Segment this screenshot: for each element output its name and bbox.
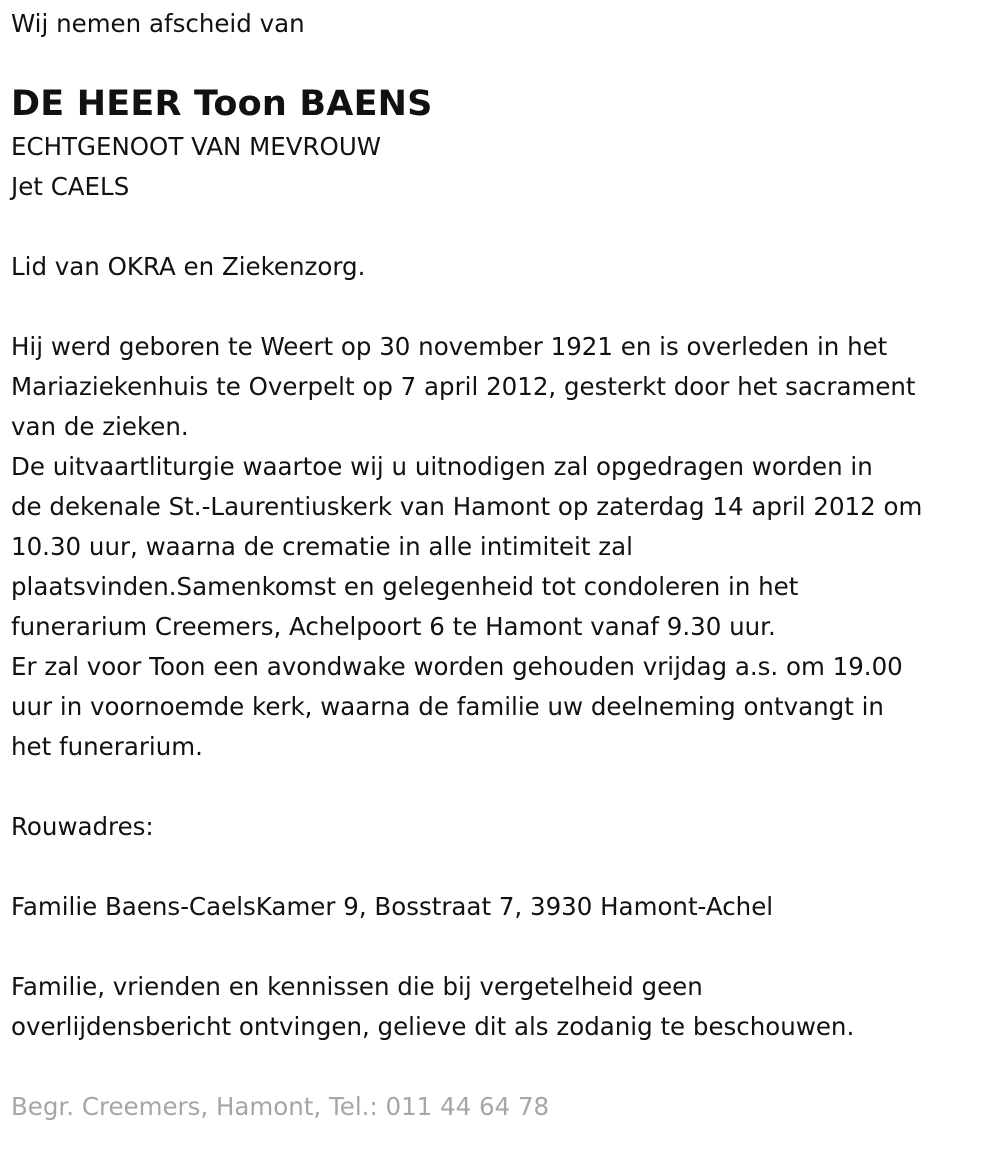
closing-line: overlijdensbericht ontvingen, gelieve dit als zodanig te beschouwen. (11, 1012, 855, 1041)
closing-text (11, 967, 988, 1047)
membership-text: Lid van OKRA en Ziekenzorg. (11, 252, 366, 281)
body-text (11, 327, 988, 767)
spouse-name: Jet CAELS (11, 172, 130, 201)
body-line: Er zal voor Toon een avondwake worden gehouden vrijdag a.s. om 19.00 (11, 652, 903, 681)
spouse-label: ECHTGENOOT VAN MEVROUW (11, 132, 382, 161)
spacer (11, 927, 988, 967)
funeral-home-footer: Begr. Creemers, Hamont, Tel.: 011 44 64 78 (11, 1092, 550, 1121)
spacer (11, 287, 988, 327)
body-line: funerarium Creemers, Achelpoort 6 te Hamont vanaf 9.30 uur. (11, 612, 776, 641)
spacer (11, 767, 988, 807)
body-line: De uitvaartliturgie waartoe wij u uitnodigen zal opgedragen worden in (11, 452, 873, 481)
spacer (11, 847, 988, 887)
body-line: plaatsvinden.Samenkomst en gelegenheid tot condoleren in het (11, 572, 799, 601)
body-line: van de zieken. (11, 412, 189, 441)
body-line: de dekenale St.-Laurentiuskerk van Hamont op zaterdag 14 april 2012 om (11, 492, 923, 521)
obituary-notice (0, 4, 1000, 1154)
body-line: het funerarium. (11, 732, 203, 761)
rouwadres-label: Rouwadres: (11, 812, 154, 841)
mourning-address: Familie Baens-CaelsKamer 9, Bosstraat 7, 3930 Hamont-Achel (11, 892, 774, 921)
intro-text: Wij nemen afscheid van (11, 9, 305, 38)
deceased-name: DE HEER Toon BAENS (11, 84, 433, 124)
spacer (11, 1047, 988, 1087)
body-line: Hij werd geboren te Weert op 30 november 1921 en is overleden in het (11, 332, 888, 361)
body-line: Mariaziekenhuis te Overpelt op 7 april 2012, gesterkt door het sacrament (11, 372, 916, 401)
closing-line: Familie, vrienden en kennissen die bij vergetelheid geen (11, 972, 703, 1001)
body-line: 10.30 uur, waarna de crematie in alle intimiteit zal (11, 532, 633, 561)
spacer (11, 207, 988, 247)
body-line: uur in voornoemde kerk, waarna de familie uw deelneming ontvangt in (11, 692, 884, 721)
